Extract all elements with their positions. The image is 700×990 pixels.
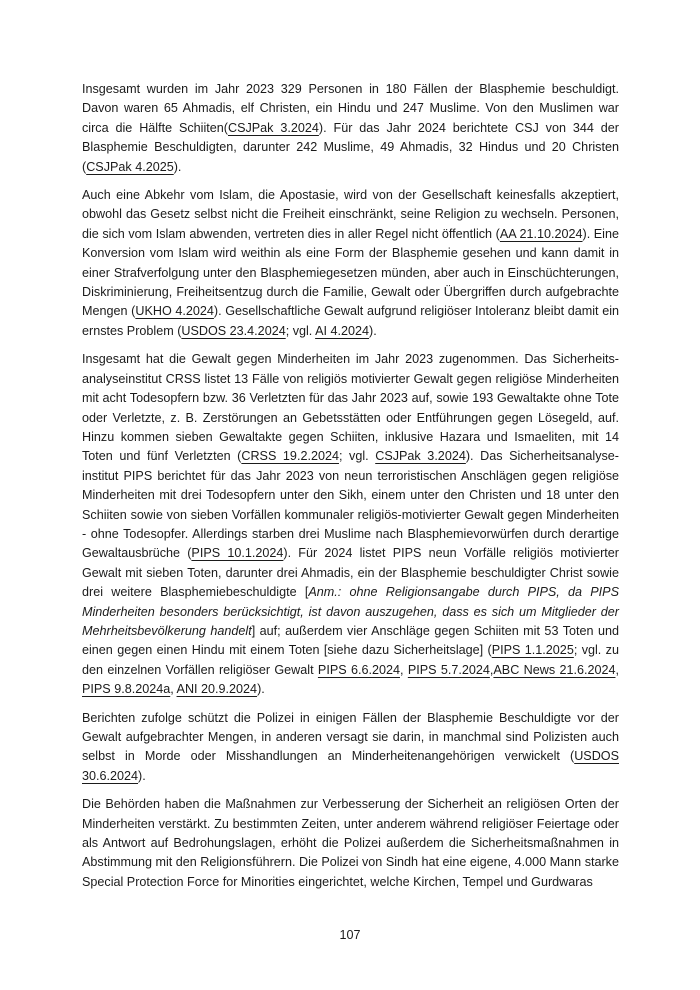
text-run: Auch eine Abkehr vom Islam, die Apostasie, wird von der Gesellschaft keinesfalls akzeptiert, obwohl das Gesetz selbst nicht die Freiheit einschränkt, seine Religion zu wechseln. Personen, die sich vom Islam abwenden, vertreten dies in aller Regel nicht öffentlich ( (82, 188, 619, 241)
editorial-note: Anm.: ohne Religionsangabe durch PIPS, da PIPS Minderheiten besonders berücksichtigt, ist davon auszugehen, dass es sich um Mitglieder der Mehrheitsbevölkerung handelt (82, 585, 619, 638)
text-run: ). Gesellschaftliche Gewalt aufgrund religiöser Intoleranz bleibt damit ein ernstes Problem ( (82, 304, 620, 338)
text-run: , (615, 662, 619, 677)
citation-link[interactable]: PIPS 9.8.2024a (82, 682, 171, 697)
text-run: Die Behörden haben die Maßnahmen zur Verbesserung der Sicherheit an religiösen Orten der Minderheiten verstärkt. Zu bestimmten Zeiten, unter anderem während religiöser Feiertage oder als Antwort auf Bedrohungslagen, erhöht die Polizei außerdem die Sicherheitsmaßnahmen in Abstimmung mit den Religionsführern. Die Polizei von Sindh hat eine eigene, 4.000 Mann starke Special Protection Force for Minorities eingerichtet, welche Kirchen, Tempel und Gurdwaras (82, 797, 619, 889)
page-footer (0, 926, 700, 945)
text-run: ). (173, 159, 182, 174)
paragraph (82, 80, 619, 177)
citation-link[interactable]: PIPS 5.7.2024 (407, 662, 490, 677)
paragraph (82, 350, 619, 699)
citation-link[interactable]: USDOS 30.6.2024 (82, 749, 619, 783)
text-run: ). (138, 768, 146, 783)
paragraph (82, 795, 619, 892)
text-run: , (489, 662, 494, 677)
citation-link[interactable]: AI 4.2024 (315, 323, 370, 338)
paragraph (82, 709, 619, 787)
citation-link[interactable]: ANI 20.9.2024 (176, 682, 258, 697)
text-run: ). Eine Konversion vom Islam wird weithin als eine Form der Blasphemie gesehen und kann damit in einer Strafverfolgung unter den Blasphemiegesetzen münden, aber auch in Einschüchterungen, Diskriminierung, Freiheitsentzug durch die Familie, Gewalt oder Übergriffen durch aufgebrachte Mengen ( (82, 226, 619, 319)
text-run: ] auf; außerdem vier Anschläge gegen Schiiten mit 53 Toten und einen gegen einen Hindu mit einem Toten [siehe dazu Sicherheitslage] ( (82, 623, 619, 658)
page-number: 107 (339, 928, 361, 942)
citation-link[interactable]: USDOS 23.4.2024 (181, 323, 286, 338)
citation-link[interactable]: CSJPak 4.2025 (86, 159, 174, 174)
page-content (82, 80, 619, 892)
text-run: ). (369, 323, 377, 338)
text-run: ; vgl. (338, 449, 376, 464)
text-run: , (170, 682, 177, 697)
text-run: ; vgl. (285, 323, 316, 338)
citation-link[interactable]: PIPS 1.1.2025 (491, 643, 574, 658)
citation-link[interactable]: UKHO 4.2024 (135, 304, 214, 319)
text-run: ). (257, 682, 265, 697)
text-run: ; vgl. zu den einzelnen Vorfällen religiöser Gewalt (82, 643, 619, 677)
text-run: Insgesamt hat die Gewalt gegen Minderheiten im Jahr 2023 zugenommen. Das Sicherheitsanalyseinstitut CRSS listet 13 Fälle von religiös motivierter Gewalt gegen religiöse Minderheiten mit acht Todesopfern bzw. 36 Verletzten für das Jahr 2023 auf, sowie 193 Gewaltakte ohne Tote oder Verletzte, z. B. Zerstörungen an Gebetsstätten oder Entführungen gegen Lösegeld, auf. Hinzu kommen sieben Gewaltakte gegen Schiiten, inklusive Hazara und Ismaeliten, mit 14 Toten und fünf Verletzten ( (82, 352, 619, 464)
citation-link[interactable]: CRSS 19.2.2024 (241, 449, 339, 464)
text-run: ). Für 2024 listet PIPS neun Vorfälle religiös motivierter Gewalt mit sieben Toten, darunter drei Ahmadis, ein der Blasphemie beschuldigter Christ sowie drei weitere Blasphemiebeschuldigte [ (82, 546, 619, 600)
text-run: , (399, 662, 408, 677)
citation-link[interactable]: AA 21.10.2024 (499, 226, 583, 241)
citation-link[interactable]: PIPS 6.6.2024 (317, 662, 400, 677)
text-run: Berichten zufolge schützt die Polizei in einigen Fällen der Blasphemie Beschuldigte vor der Gewalt aufgebrachter Mengen, in anderen versagt sie darin, in manchmal sind Polizisten auch selbst in Morde oder Misshandlungen an Minderheitenangehörigen verwickelt ( (82, 710, 619, 764)
text-run: Insgesamt wurden im Jahr 2023 329 Personen in 180 Fällen der Blasphemie beschuldigt. Davon waren 65 Ahmadis, elf Christen, ein Hindu und 247 Muslime. Von den Muslimen war circa die Hälfte Schiiten( (82, 82, 619, 135)
paragraph (82, 186, 619, 341)
citation-link[interactable]: CSJPak 3.2024 (227, 120, 319, 135)
citation-link[interactable]: CSJPak 3.2024 (375, 449, 466, 464)
citation-link[interactable]: PIPS 10.1.2024 (191, 546, 284, 561)
text-run: ). Für das Jahr 2024 berichtete CSJ von 344 der Blasphemie Beschuldigten, darunter 242 Muslime, 49 Ahmadis, 32 Hindus und 20 Christen ( (82, 120, 619, 174)
text-run: ). Das Sicherheitsanalyseinstitut PIPS berichtet für das Jahr 2023 von neun terroristischen Anschlägen gegen religiöse Minderheiten mit drei Todesopfern unter den Sikh, einem unter den Christen und 18 unter den Schiiten sowie von sieben Vorfällen kommunaler religiös-motivierter Gewalt gegen Minderheiten - ohne Todesopfer. Allerdings starben drei Muslime nach Blasphemievorwürfen durch derartige Gewaltausbrüche ( (82, 449, 619, 561)
citation-link[interactable]: ABC News 21.6.2024 (493, 662, 616, 677)
